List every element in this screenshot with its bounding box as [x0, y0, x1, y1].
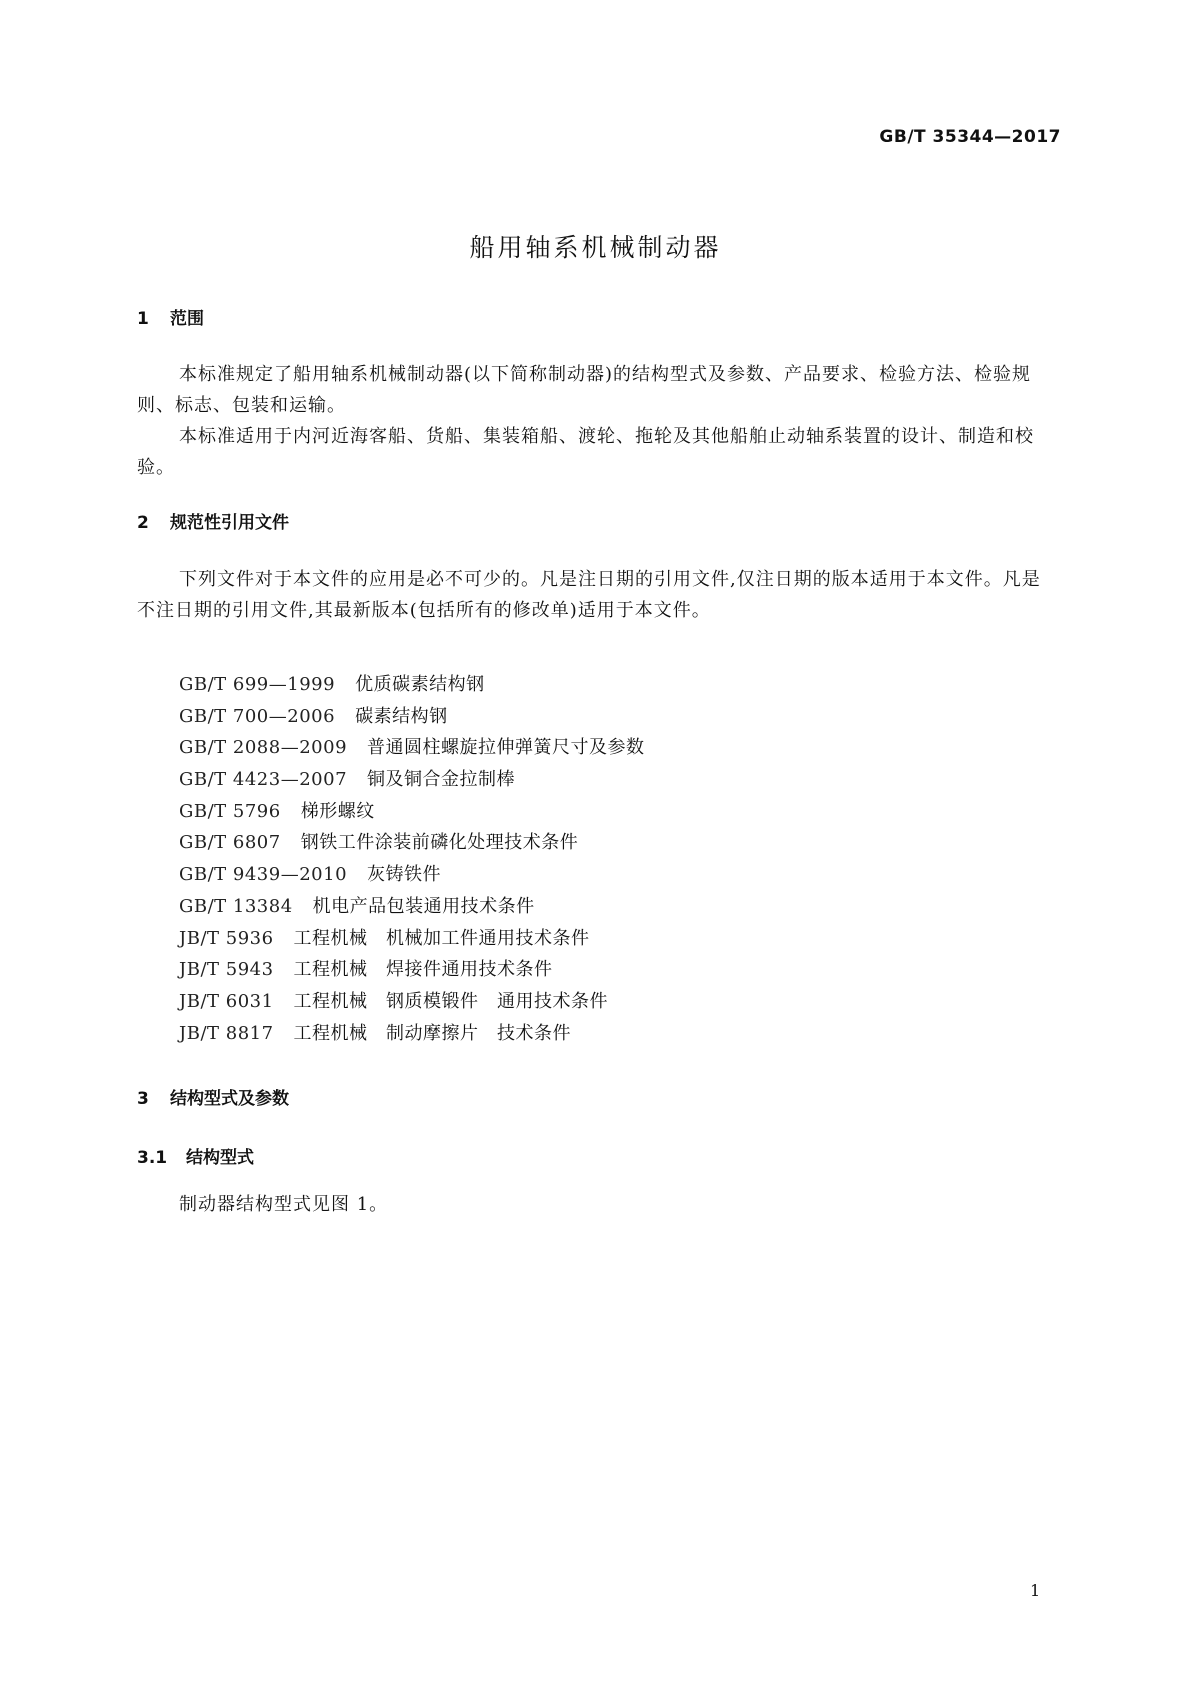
section-title: 规范性引用文件	[170, 513, 289, 533]
reference-code: GB/T 2088—2009	[179, 737, 348, 759]
reference-item	[179, 986, 645, 1018]
paragraph: 制动器结构型式见图 1。	[179, 1194, 389, 1215]
standard-code: GB/T 35344—2017	[879, 127, 1061, 147]
section-3-1-heading	[137, 1147, 254, 1169]
reference-item	[179, 732, 645, 764]
reference-item	[179, 701, 645, 733]
reference-code: GB/T 4423—2007	[179, 769, 348, 791]
reference-code: GB/T 13384	[179, 895, 293, 917]
reference-list	[179, 669, 645, 1049]
reference-code: GB/T 699—1999	[179, 674, 336, 695]
document-title: 船用轴系机械制动器	[469, 233, 722, 262]
reference-item	[179, 796, 645, 828]
section-number: 1	[137, 309, 149, 329]
section-number: 3	[137, 1089, 149, 1109]
reference-code: GB/T 5796	[179, 800, 281, 822]
reference-code: JB/T 5936	[179, 927, 274, 949]
reference-item	[179, 1018, 645, 1050]
paragraph: 本标准规定了船用轴系机械制动器(以下简称制动器)的结构型式及参数、产品要求、检验方法、检验规则、标志、包装和运输。	[137, 364, 1032, 416]
reference-title: 工程机械 钢质模锻件 通用技术条件	[293, 990, 609, 1012]
page-number: 1	[1030, 1581, 1041, 1600]
section-title: 范围	[170, 309, 204, 329]
reference-code: JB/T 5943	[179, 959, 274, 981]
reference-code: GB/T 700—2006	[179, 705, 336, 727]
reference-title: 碳素结构钢	[355, 705, 448, 727]
reference-item	[179, 891, 645, 923]
reference-item	[179, 764, 645, 796]
section-number: 2	[137, 513, 149, 533]
section-number: 3.1	[137, 1148, 168, 1168]
section-3-heading	[137, 1088, 289, 1110]
paragraph: 本标准适用于内河近海客船、货船、集装箱船、渡轮、拖轮及其他船舶止动轴系装置的设计、制造和校验。	[137, 426, 1034, 478]
reference-item	[179, 827, 645, 859]
reference-code: GB/T 9439—2010	[179, 864, 348, 886]
reference-title: 工程机械 制动摩擦片 技术条件	[293, 1022, 572, 1044]
reference-code: JB/T 8817	[179, 1022, 274, 1044]
reference-title: 梯形螺纹	[300, 800, 375, 822]
reference-title: 钢铁工件涂装前磷化处理技术条件	[300, 832, 579, 854]
reference-title: 机电产品包装通用技术条件	[312, 895, 535, 917]
reference-title: 铜及铜合金拉制棒	[367, 769, 516, 791]
reference-title: 优质碳素结构钢	[355, 674, 485, 695]
section-title: 结构型式及参数	[170, 1089, 289, 1109]
paragraph: 下列文件对于本文件的应用是必不可少的。凡是注日期的引用文件,仅注日期的版本适用于本文件。凡是不注日期的引用文件,其最新版本(包括所有的修改单)适用于本文件。	[137, 569, 1041, 621]
section-2-heading	[137, 512, 289, 534]
reference-code: JB/T 6031	[179, 990, 274, 1012]
reference-title: 工程机械 焊接件通用技术条件	[293, 959, 553, 981]
reference-item	[179, 669, 645, 701]
reference-item	[179, 923, 645, 955]
section-1-heading	[137, 308, 204, 330]
reference-title: 工程机械 机械加工件通用技术条件	[293, 927, 590, 949]
reference-title: 普通圆柱螺旋拉伸弹簧尺寸及参数	[367, 737, 645, 759]
reference-item	[179, 954, 645, 986]
section-title: 结构型式	[186, 1148, 254, 1168]
reference-code: GB/T 6807	[179, 832, 281, 854]
reference-title: 灰铸铁件	[367, 864, 442, 886]
reference-item	[179, 859, 645, 891]
